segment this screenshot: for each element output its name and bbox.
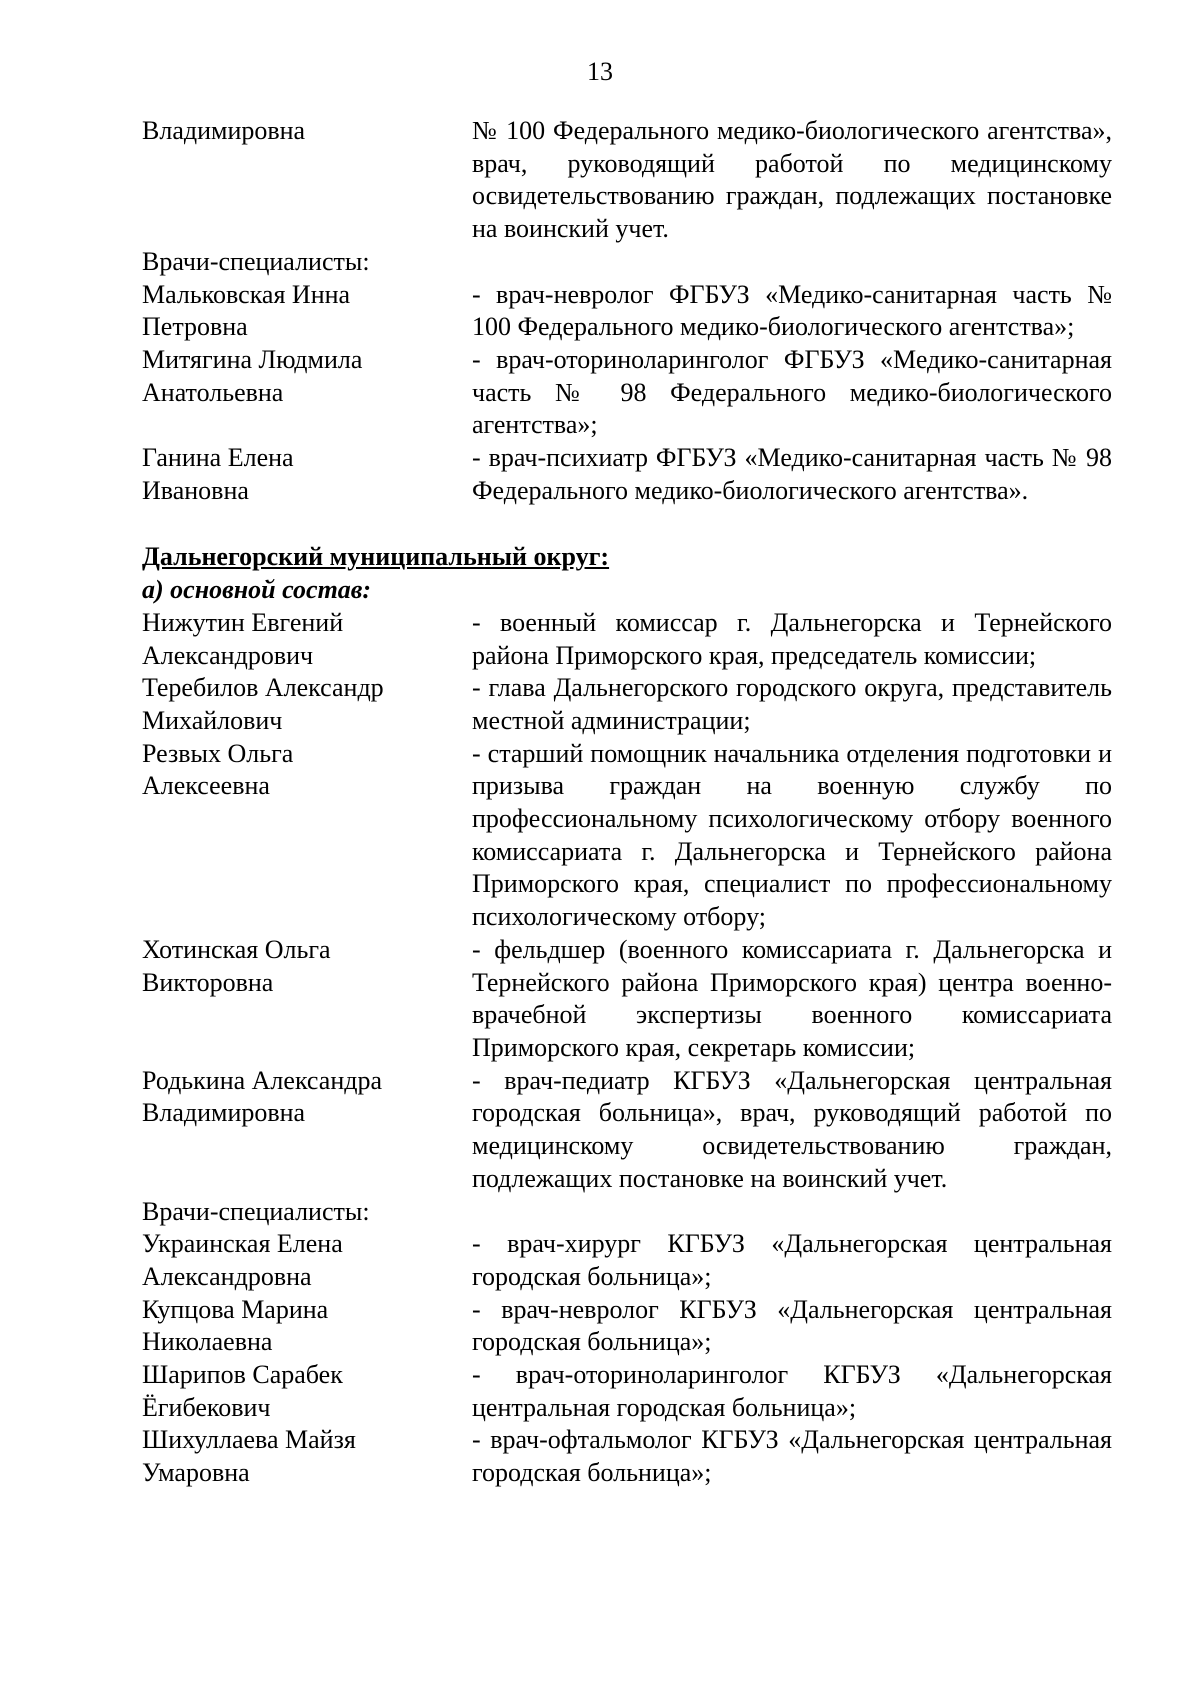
member-role: - врач-педиатр КГБУЗ «Дальнегорская центральная городская больница», врач, руководящий работой по медицинскому освидетельствованию граждан, подлежащих постановке на воинский учет. — [472, 1065, 1112, 1193]
section-title: Дальнегорский муниципальный округ: — [142, 542, 610, 572]
member-row — [142, 672, 1112, 737]
member-name-line: Украинская Елена — [142, 1229, 343, 1259]
member-name-line: Ивановна — [142, 475, 249, 505]
member-name — [142, 607, 472, 672]
member-name-line: Ганина Елена — [142, 443, 294, 473]
member-name — [142, 1228, 472, 1293]
member-role: - врач-оториноларинголог ФГБУЗ «Медико-санитарная часть № 98 Федерального медико-биологического агентства»; — [472, 344, 1112, 440]
member-name — [142, 1294, 472, 1359]
member-name — [142, 738, 472, 803]
specialists-label: Врачи-специалисты: — [142, 246, 370, 276]
member-role: - врач-хирург КГБУЗ «Дальнегорская центральная городская больница»; — [472, 1229, 1112, 1291]
member-row — [142, 1228, 1112, 1293]
member-name-line: Хотинская Ольга — [142, 934, 331, 964]
member-name — [142, 115, 472, 148]
member-name-line: Митягина Людмила — [142, 344, 363, 374]
member-name-line: Александрович — [142, 640, 314, 670]
member-row — [142, 1424, 1112, 1489]
member-row — [142, 607, 1112, 672]
member-name — [142, 1424, 472, 1489]
member-name-line: Родькина Александра — [142, 1065, 383, 1095]
member-role: - врач-офтальмолог КГБУЗ «Дальнегорская центральная городская больница»; — [472, 1425, 1112, 1488]
member-role: - фельдшер (военного комиссариата г. Дальнегорска и Тернейского района Приморского края) центра военно-врачебной экспертизы военного комиссариата Приморского края, секретарь комиссии; — [472, 934, 1112, 1062]
member-role: - врач-оториноларинголог КГБУЗ «Дальнегорская центральная городская больница»; — [472, 1360, 1112, 1422]
section-subtitle: а) основной состав: — [142, 575, 372, 605]
member-name-line: Александровна — [142, 1261, 312, 1291]
member-name — [142, 344, 472, 409]
member-name-line: Шарипов Сарабек — [142, 1360, 343, 1390]
member-name — [142, 1065, 472, 1130]
member-row — [142, 115, 1112, 246]
member-role: - врач-невролог ФГБУЗ «Медико-санитарная часть № 100 Федерального медико-биологического агентства»; — [472, 279, 1112, 342]
member-row — [142, 1294, 1112, 1359]
member-name-line: Владимировна — [142, 116, 306, 145]
member-name-line: Петровна — [142, 312, 248, 342]
member-role: № 100 Федерального медико-биологического агентства», врач, руководящий работой по медицинскому освидетельствованию граждан, подлежащих постановке на воинский учет. — [472, 116, 1112, 244]
member-name — [142, 934, 472, 999]
member-name-line: Владимировна — [142, 1098, 306, 1128]
member-name-line: Теребилов Александр — [142, 673, 384, 703]
member-row — [142, 442, 1112, 507]
specialists-label: Врачи-специалисты: — [142, 1196, 370, 1226]
member-role: - глава Дальнегорского городского округа, представитель местной администрации; — [472, 673, 1112, 735]
page-number: 13 — [587, 57, 613, 86]
member-row — [142, 344, 1112, 442]
member-name-line: Шихуллаева Майзя — [142, 1425, 356, 1455]
member-row — [142, 279, 1112, 344]
member-name-line: Алексеевна — [142, 771, 270, 801]
member-role: - врач-невролог КГБУЗ «Дальнегорская центральная городская больница»; — [472, 1294, 1112, 1357]
member-name-line: Нижутин Евгений — [142, 607, 344, 637]
member-name — [142, 1359, 472, 1424]
member-name-line: Михайлович — [142, 705, 283, 735]
member-row — [142, 738, 1112, 934]
member-role: - врач-психиатр ФГБУЗ «Медико-санитарная часть № 98 Федерального медико-биологического агентства». — [472, 443, 1112, 505]
member-name-line: Ёгибекович — [142, 1392, 271, 1422]
member-name-line: Мальковская Инна — [142, 279, 351, 309]
member-name — [142, 442, 472, 507]
member-role: - старший помощник начальника отделения подготовки и призыва граждан на военную службу по профессиональному психологическому отбору военного комиссариата г. Дальнегорска и Тернейского района Приморского края, специалист по профессиональному психологическому отбору; — [472, 738, 1112, 932]
member-row — [142, 934, 1112, 1065]
document-body — [142, 115, 1112, 1490]
member-name-line: Николаевна — [142, 1327, 273, 1357]
member-name-line: Резвых Ольга — [142, 738, 294, 768]
member-row — [142, 1065, 1112, 1196]
member-name-line: Купцова Марина — [142, 1294, 329, 1324]
member-name-line: Анатольевна — [142, 377, 284, 407]
member-name-line: Викторовна — [142, 967, 274, 997]
member-name — [142, 279, 472, 344]
member-role: - военный комиссар г. Дальнегорска и Тернейского района Приморского края, председатель комиссии; — [472, 607, 1112, 670]
member-name-line: Умаровна — [142, 1458, 250, 1488]
member-name — [142, 672, 472, 737]
member-row — [142, 1359, 1112, 1424]
